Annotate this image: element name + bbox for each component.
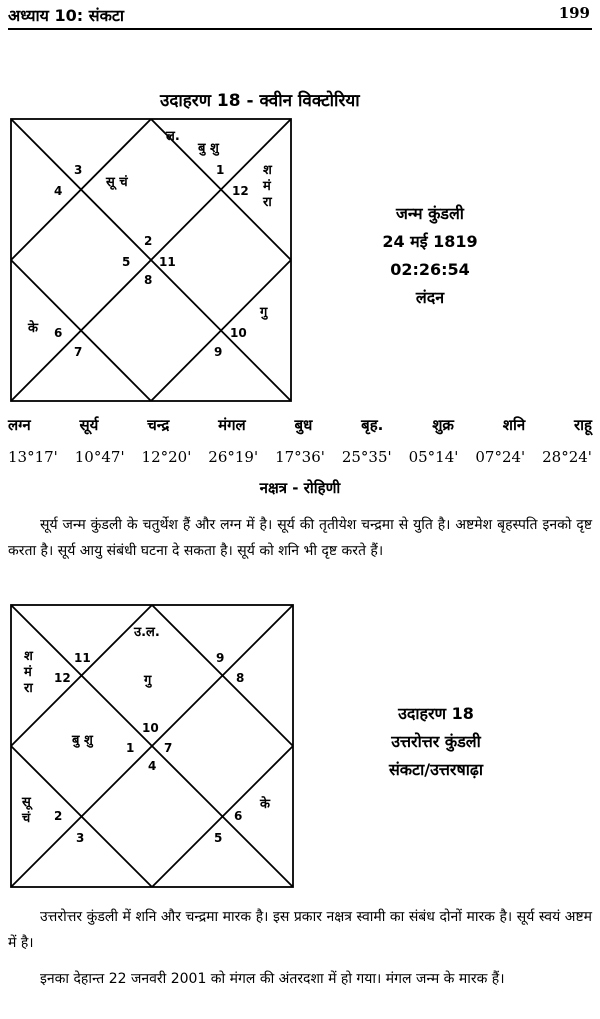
nakshatra-line: नक्षत्र - रोहिणी [259, 479, 341, 497]
house-number: 5 [214, 831, 223, 845]
birth-place: लंदन [415, 288, 445, 307]
planet-label: गु [144, 673, 152, 688]
chart-type-label: जन्म कुंडली [396, 204, 464, 223]
house-number: 6 [234, 809, 243, 823]
planet-label: श [263, 163, 272, 178]
position-label: शुक्र [432, 416, 454, 434]
house-number: 1 [216, 163, 225, 177]
paragraph-3: इनका देहान्त 22 जनवरी 2001 को मंगल की अंतरदशा में हो गया। मंगल जन्म के मारक हैं। [40, 971, 505, 987]
house-number: 12 [54, 671, 71, 685]
example1-title: उदाहरण 18 - क्वीन विक्टोरिया [160, 91, 360, 111]
position-label: बुध [294, 416, 313, 434]
position-label: चन्द्र [147, 416, 170, 434]
house-number: 7 [74, 345, 83, 359]
planet-label: मं [263, 179, 271, 194]
uttarottar-details [336, 700, 536, 784]
position-value: 25°35' [341, 448, 392, 466]
house-number: 11 [159, 255, 176, 269]
planet-label: सू चं [106, 175, 128, 190]
house-number: 8 [236, 671, 245, 685]
birth-date: 24 मई 1819 [382, 232, 478, 251]
position-label: राहू [573, 416, 592, 434]
house-number: 5 [122, 255, 131, 269]
position-value: 26°19' [208, 448, 259, 466]
planet-label: के [28, 321, 38, 336]
house-number: 7 [164, 741, 173, 755]
planet-label: बु शु [72, 733, 93, 748]
house-number: 9 [216, 651, 225, 665]
position-label: मंगल [218, 416, 246, 434]
planet-labels-row [8, 415, 592, 435]
chapter-header: अध्याय 10: संकटा [8, 6, 125, 25]
header-rule [8, 28, 592, 30]
planet-label: बु शु [198, 141, 219, 156]
position-value: 17°36' [275, 448, 325, 466]
planet-label: उ.ल. [134, 625, 160, 640]
example-label: उदाहरण 18 [398, 704, 474, 723]
house-number: 8 [144, 273, 153, 287]
position-value: 05°14' [408, 448, 459, 466]
position-label: शनि [502, 416, 526, 434]
house-number: 3 [74, 163, 83, 177]
position-value: 13°17' [8, 448, 58, 466]
position-label: सूर्य [79, 416, 99, 434]
house-number: 4 [54, 184, 63, 198]
planet-label: गु [260, 305, 268, 320]
position-label: लग्न [8, 416, 31, 434]
house-number: 9 [214, 345, 223, 359]
paragraph-2: उत्तरोत्तर कुंडली में शनि और चन्द्रमा मारक है। इस प्रकार नक्षत्र स्वामी का संबंध दोनों मारक है। सूर्य स्वयं अष्टम में है। [8, 909, 592, 951]
house-number: 10 [230, 326, 247, 340]
planet-label: रा [24, 681, 33, 696]
house-number: 12 [232, 184, 249, 198]
planet-degrees-row [8, 448, 592, 466]
position-value: 07°24' [475, 448, 526, 466]
nakshatra-label: संकटा/उत्तरषाढ़ा [388, 760, 484, 779]
planet-label: श [24, 649, 33, 664]
chart-type-label: उत्तरोत्तर कुंडली [391, 732, 481, 751]
position-value: 28°24' [542, 448, 592, 466]
house-number: 10 [142, 721, 159, 735]
birth-time: 02:26:54 [390, 260, 470, 279]
house-number: 2 [54, 809, 63, 823]
house-number: 3 [76, 831, 85, 845]
house-number: 6 [54, 326, 63, 340]
position-label: बृह. [361, 416, 384, 434]
planet-label: मं [24, 665, 32, 680]
planet-label: ल. [166, 129, 180, 144]
planet-label: के [260, 797, 270, 812]
uttarottar-chart [10, 604, 294, 888]
planet-label: चं [22, 811, 31, 826]
position-value: 10°47' [74, 448, 125, 466]
house-number: 2 [144, 234, 153, 248]
position-value: 12°20' [141, 448, 192, 466]
page-number: 199 [558, 4, 590, 22]
house-number: 4 [148, 759, 157, 773]
house-number: 11 [74, 651, 91, 665]
house-number: 1 [126, 741, 135, 755]
planet-label: रा [263, 195, 272, 210]
birth-details [330, 200, 530, 312]
paragraph-1: सूर्य जन्म कुंडली के चतुर्थेश हैं और लग्न में है। सूर्य की तृतीयेश चन्द्रमा से युति है। अष्टमेश बृहस्पति इनको दृष्ट करता है। सूर्य आयु संबंधी घटना दे सकता है। सूर्य को शनि भी दृष्ट करते हैं। [8, 517, 592, 559]
birth-chart-1 [10, 118, 292, 402]
planet-label: सू [22, 795, 31, 810]
